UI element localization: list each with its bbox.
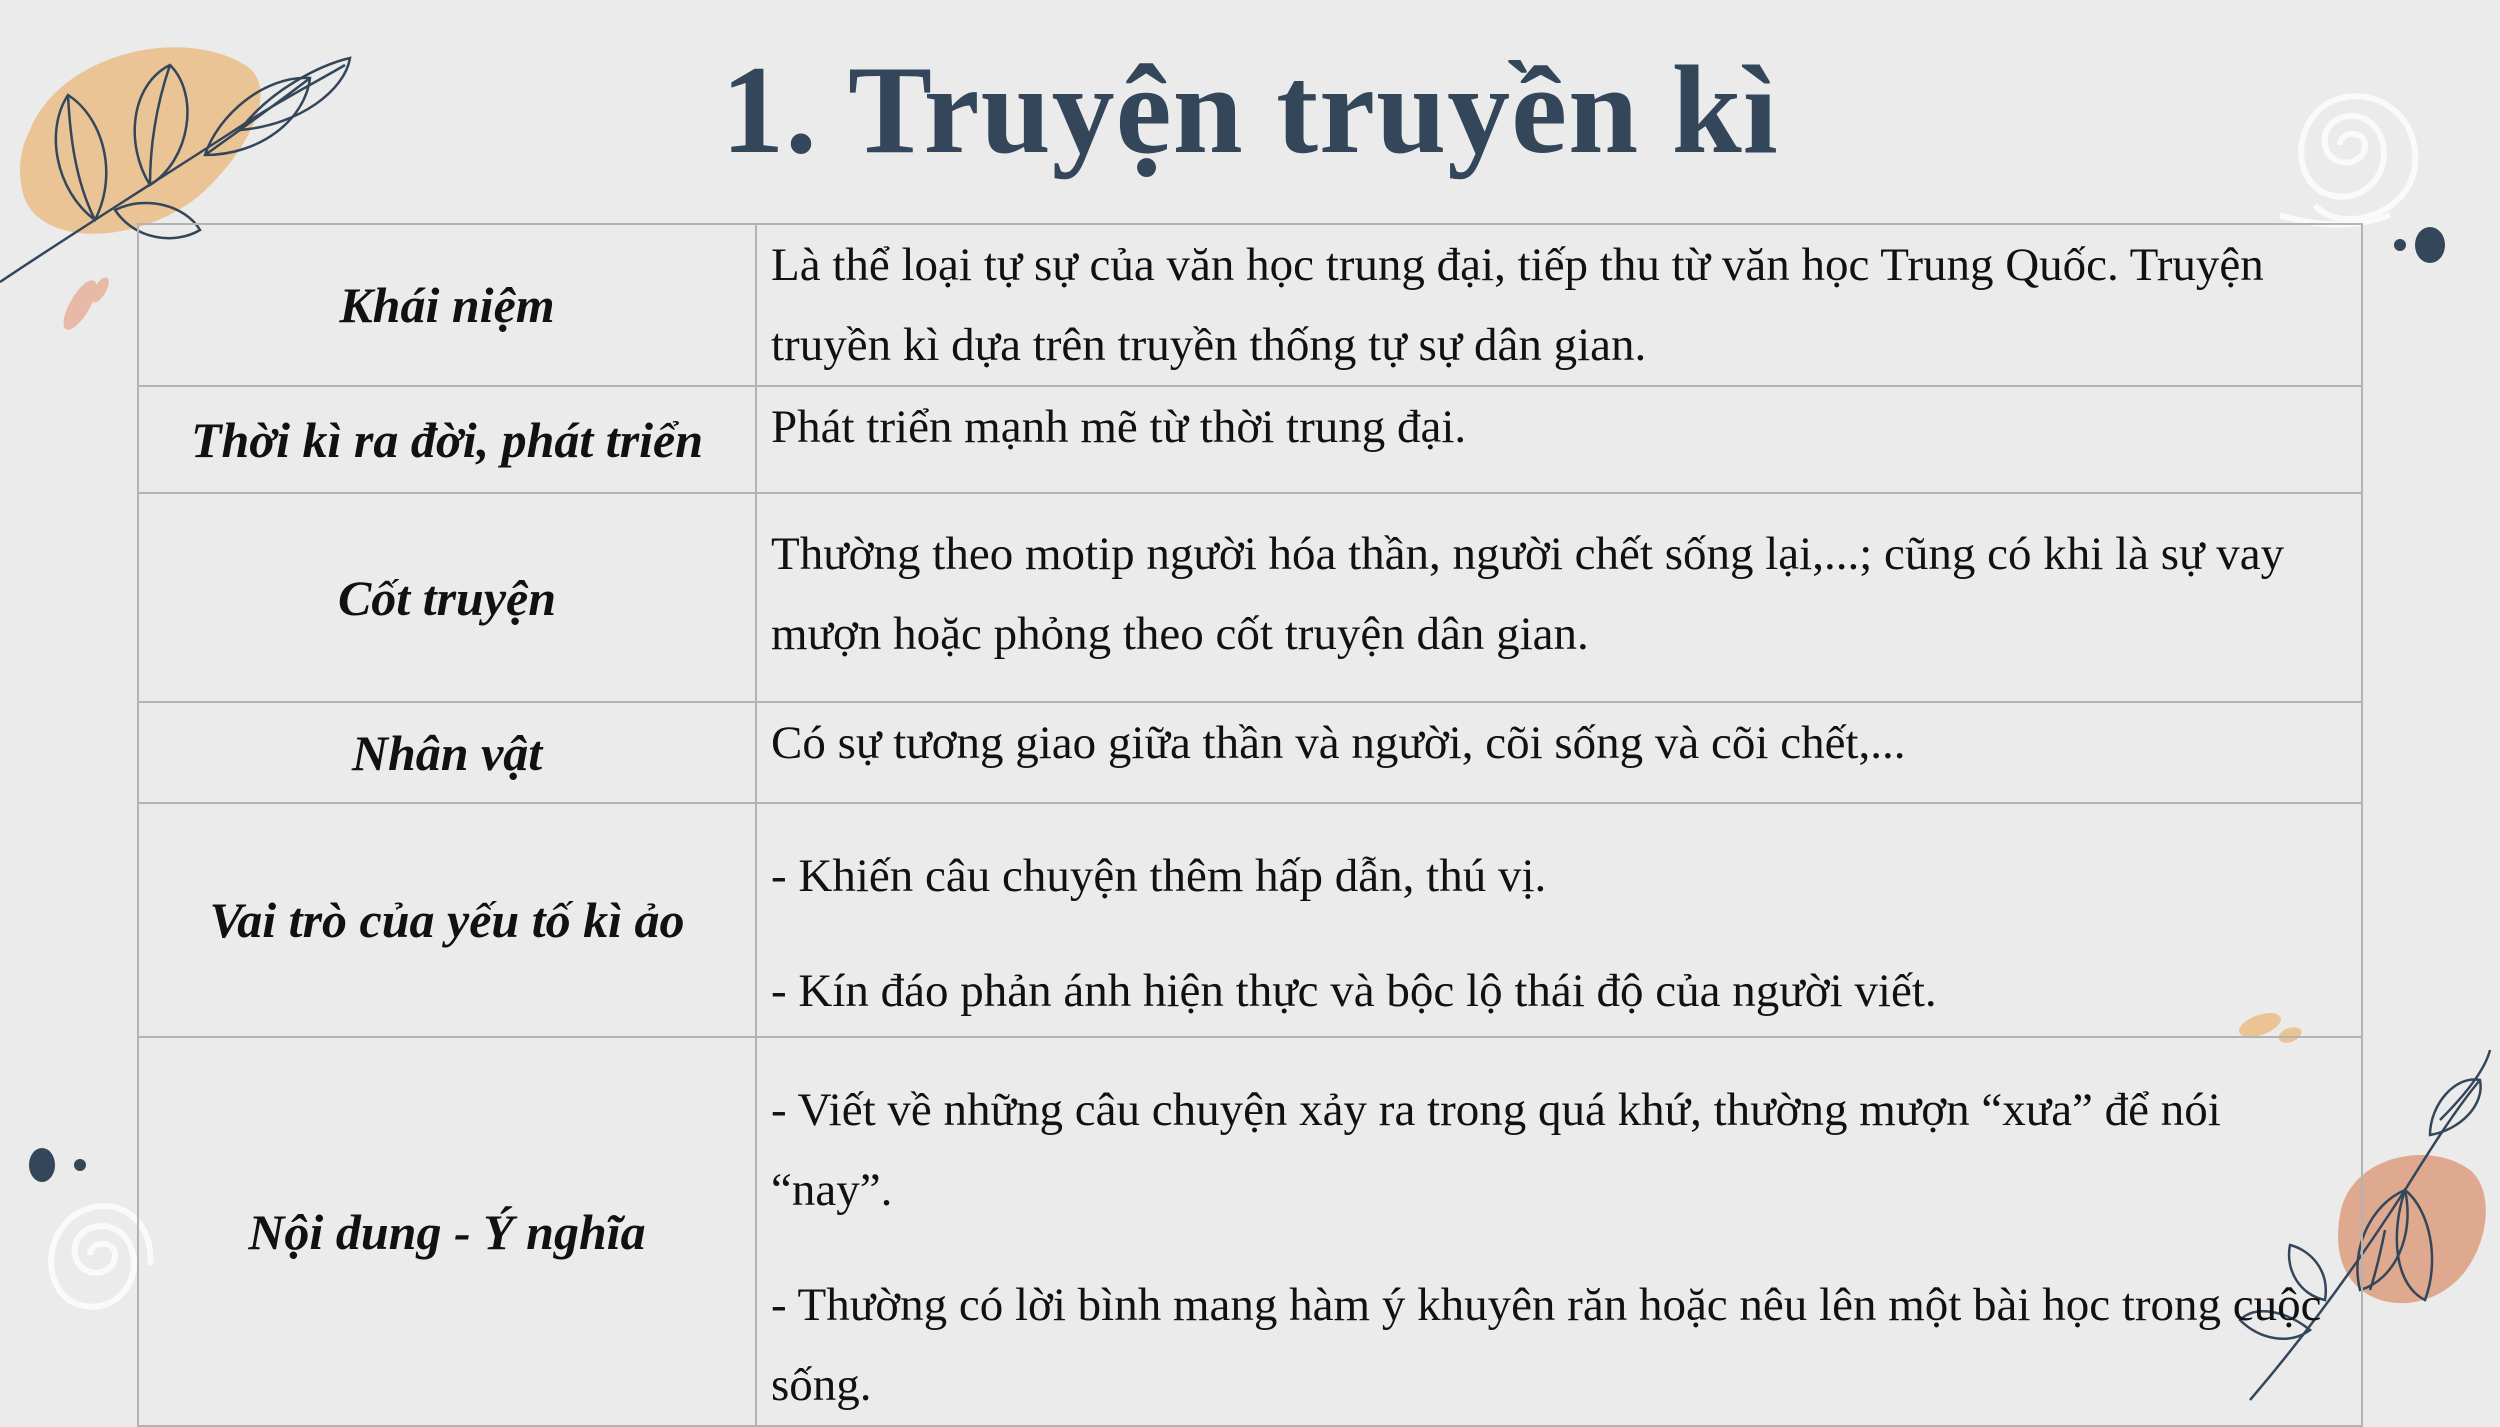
row-label: Nhân vật: [138, 702, 756, 803]
row-content: [756, 493, 2362, 702]
content-paragraph: Phát triển mạnh mẽ từ thời trung đại.: [771, 401, 1467, 453]
row-content: [756, 803, 2362, 1037]
row-content: [756, 702, 2362, 803]
table-row: [138, 493, 2362, 702]
row-content: [756, 1037, 2362, 1426]
row-label: Vai trò của yếu tố kì ảo: [138, 803, 756, 1037]
row-label: Khái niệm: [138, 224, 756, 386]
content-paragraph: Là thể loại tự sự của văn học trung đại, tiếp thu từ văn học Trung Quốc. Truyện truyền kì dựa trên truyền thống tự sự dân gian.: [771, 239, 2264, 371]
info-table: [137, 223, 2363, 1427]
row-label: Thời kì ra đời, phát triển: [138, 386, 756, 493]
table-row: [138, 386, 2362, 493]
content-paragraph: - Viết về những câu chuyện xảy ra trong quá khứ, thường mượn “xưa” để nói “nay”.: [771, 1084, 2221, 1216]
table-row: [138, 803, 2362, 1037]
slide-title: 1. Truyện truyền kì: [721, 41, 1779, 180]
table-row: [138, 224, 2362, 386]
row-content: [756, 386, 2362, 493]
content-paragraph: - Thường có lời bình mang hàm ý khuyên răn hoặc nêu lên một bài học trong cuộc sống.: [771, 1279, 2322, 1411]
content-paragraph: - Khiến câu chuyện thêm hấp dẫn, thú vị.: [771, 850, 1547, 902]
table-row: [138, 702, 2362, 803]
row-label: Cốt truyện: [138, 493, 756, 702]
row-label: Nội dung - Ý nghĩa: [138, 1037, 756, 1426]
content-paragraph: Thường theo motip người hóa thần, người chết sống lại,...; cũng có khi là sự vay mượn hoặc phỏng theo cốt truyện dân gian.: [771, 528, 2285, 660]
content-paragraph: Có sự tương giao giữa thần và người, cõi sống và cõi chết,...: [771, 717, 1906, 769]
row-content: [756, 224, 2362, 386]
table-row: [138, 1037, 2362, 1426]
content-paragraph: - Kín đáo phản ánh hiện thực và bộc lộ thái độ của người viết.: [771, 965, 1937, 1017]
